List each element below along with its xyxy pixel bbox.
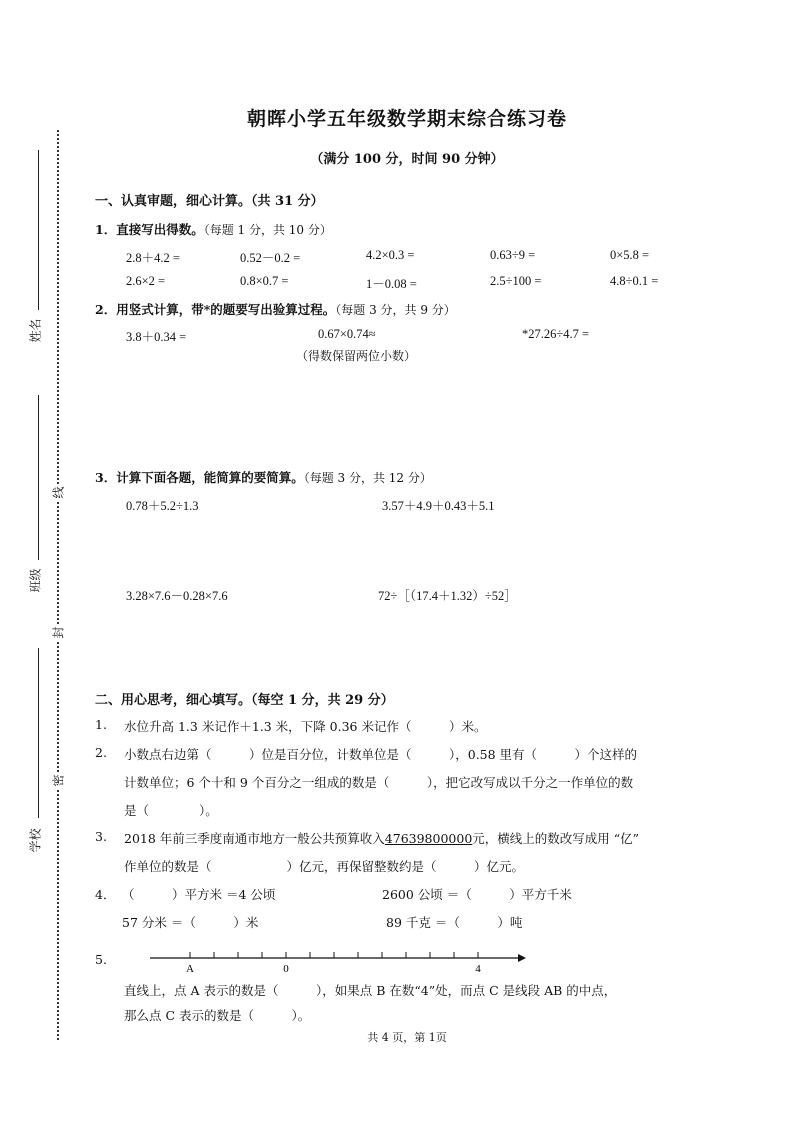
vertical-calc-item: 3.8＋0.34 = bbox=[126, 330, 187, 344]
class-label: 班级 bbox=[28, 568, 43, 593]
q1-3-heading bbox=[95, 468, 432, 486]
section2-heading: 二、用心思考，细心填写。（每空 1 分，共 29 分） bbox=[95, 693, 394, 708]
q2-2-line1: 小数点右边第（ ）位是百分位，计数单位是（ ），0.58 里有（ ）个这样的 bbox=[124, 747, 638, 762]
q2-4-d: 89 千克 ＝（ ）吨 bbox=[386, 915, 523, 930]
q1-2-heading bbox=[95, 300, 456, 318]
q2-2-line3: 是（ ）。 bbox=[124, 803, 218, 818]
q1-2-note: （每题 3 分，共 9 分） bbox=[335, 303, 456, 317]
q2-3-underlined-number: 47639800000 bbox=[384, 831, 473, 846]
calc-item: 4.8÷0.1 = bbox=[610, 274, 659, 288]
calc-item: 2.8＋4.2 = bbox=[126, 251, 180, 265]
cut-mark-secret: 密 bbox=[51, 774, 66, 787]
school-blank-line bbox=[38, 648, 39, 818]
class-blank-line bbox=[38, 395, 39, 560]
simplify-item: 3.57＋4.9＋0.43＋5.1 bbox=[382, 499, 495, 513]
simplify-item: 3.28×7.6－0.28×7.6 bbox=[126, 589, 228, 603]
q1-1-heading bbox=[95, 220, 332, 238]
q2-1-text: 水位升高 1.3 米记作＋1.3 米，下降 0.36 米记作（ ）米。 bbox=[124, 719, 487, 734]
q2-4-b: 2600 公顷 ＝（ ）平方千米 bbox=[382, 887, 572, 902]
vertical-calc-item: *27.26÷4.7 = bbox=[522, 327, 590, 341]
number-line-label-4: 4 bbox=[475, 963, 481, 975]
q2-4-a: （ ）平方米 ＝4 公顷 bbox=[122, 887, 276, 902]
q2-3-number: 3. bbox=[95, 829, 107, 844]
q2-4-c: 57 分米 ＝（ ）米 bbox=[122, 915, 259, 930]
q2-2-number: 2. bbox=[95, 745, 107, 760]
q2-1-number: 1. bbox=[95, 717, 107, 732]
binding-dotted-line bbox=[57, 130, 59, 1040]
school-label: 学校 bbox=[28, 828, 43, 853]
calc-item: 2.6×2 = bbox=[126, 274, 166, 288]
cut-mark-seal: 封 bbox=[51, 626, 66, 639]
calc-item: 4.2×0.3 = bbox=[366, 248, 415, 262]
q2-3-text-b: 元，横线上的数改写成用 “亿” bbox=[472, 831, 640, 846]
page-footer: 共 4 页，第 1页 bbox=[367, 1031, 447, 1044]
simplify-item: 0.78＋5.2÷1.3 bbox=[126, 499, 199, 513]
calc-item: 0.63÷9 = bbox=[490, 248, 536, 262]
q2-3-line2: 作单位的数是（ ）亿元，再保留整数约是（ ）亿元。 bbox=[124, 859, 525, 874]
q2-3-line1 bbox=[124, 829, 639, 847]
q2-2-line2: 计数单位；6 个十和 9 个百分之一组成的数是（ ），把它改写成以千分之一作单位的数 bbox=[124, 775, 634, 790]
page-subtitle: （满分 100 分，时间 90 分钟） bbox=[310, 152, 504, 167]
number-line-label-0: 0 bbox=[283, 963, 289, 975]
calc-item: 0.52－0.2 = bbox=[240, 251, 301, 265]
calc-item: 0.8×0.7 = bbox=[240, 274, 289, 288]
name-label: 姓名 bbox=[28, 318, 43, 343]
q1-1-note: （每题 1 分，共 10 分） bbox=[203, 223, 332, 237]
page-title: 朝晖小学五年级数学期末综合练习卷 bbox=[246, 108, 567, 130]
calc-item: 2.5÷100 = bbox=[490, 274, 542, 288]
calc-item: 1－0.08 = bbox=[366, 277, 417, 291]
q1-2-label: 2．用竖式计算，带*的题要写出验算过程。 bbox=[95, 302, 336, 317]
simplify-item: 72÷［（17.4＋1.32）÷52］ bbox=[378, 589, 517, 603]
number-line bbox=[140, 948, 530, 978]
q1-1-label: 1．直接写出得数。 bbox=[95, 222, 204, 237]
number-line-label-a: A bbox=[186, 963, 194, 975]
q2-3-text-a: 2018 年前三季度南通市地方一般公共预算收入 bbox=[124, 831, 385, 846]
vertical-calc-item: 0.67×0.74≈ bbox=[318, 327, 376, 341]
q1-3-note: （每题 3 分，共 12 分） bbox=[303, 471, 432, 485]
q2-4-number: 4． bbox=[95, 887, 116, 902]
rounding-note: （得数保留两位小数） bbox=[296, 349, 417, 363]
q1-3-label: 3．计算下面各题，能简算的要简算。 bbox=[95, 470, 304, 485]
q2-5-line2: 那么点 C 表示的数是（ ）。 bbox=[124, 1008, 311, 1023]
section1-heading: 一、认真审题，细心计算。（共 31 分） bbox=[95, 194, 324, 209]
q2-5-line1: 直线上，点 A 表示的数是（ ），如果点 B 在数“4”处，而点 C 是线段 AB 的中点， bbox=[124, 983, 617, 998]
calc-item: 0×5.8 = bbox=[610, 248, 650, 262]
cut-mark-line: 线 bbox=[51, 486, 66, 499]
name-blank-line bbox=[38, 150, 39, 310]
q2-5-number: 5. bbox=[95, 952, 107, 967]
